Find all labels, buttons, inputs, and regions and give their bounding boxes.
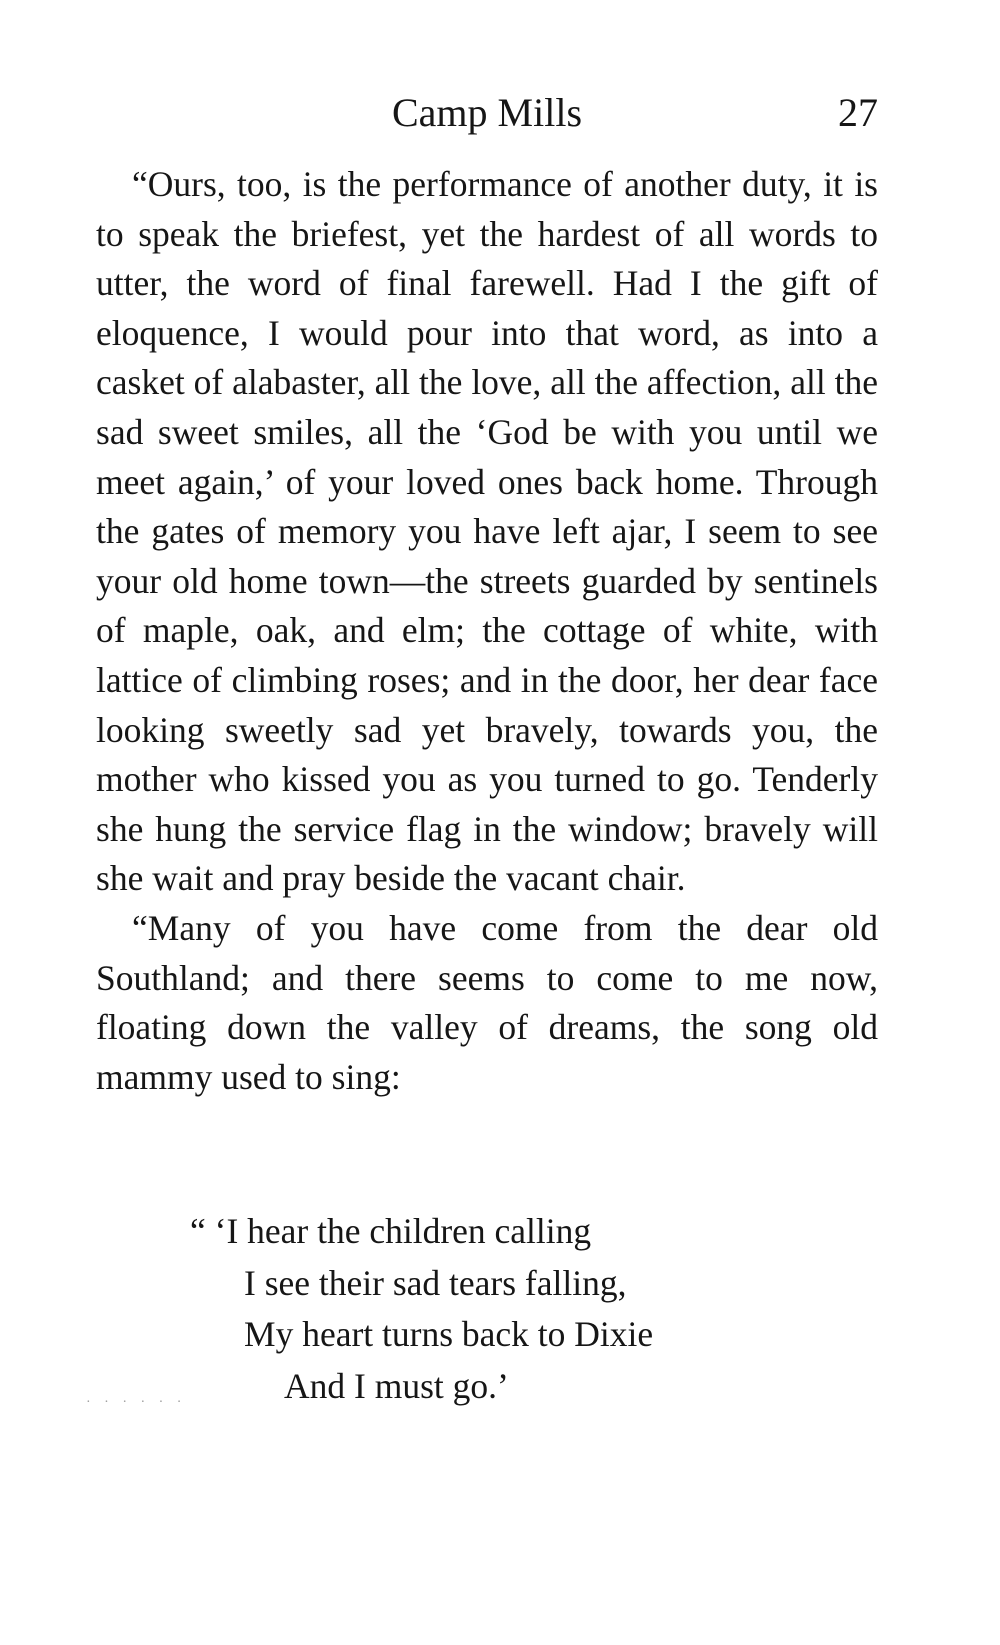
poem-line: And I must go.’ [284,1365,509,1406]
poem-line: “ ‘I hear the children calling [190,1211,592,1251]
paragraph-southland: “Many of you have come from the dear old Southland; and there seems to come to me now, floating down the valley of dreams, the song old mammy used to sing: [96,907,878,1097]
page-number: 27 [838,90,878,135]
print-specks: · · · · · · [86,1395,187,1410]
poem-line: My heart turns back to Dixie [244,1314,654,1354]
poem-stanza [190,1206,653,1412]
paragraph-farewell: “Ours, too, is the performance of another duty, it is to speak the briefest, yet the hardest of all words to utter, the word of final farewell. Had I the gift of eloquence, I would pour into that word, as into a casket of alabaster, all the love, all the affection, all the sad sweet smiles, all the ‘God be with you until we meet again,’ of your loved ones back home. Through the gates of memory you have left ajar, I seem to see your old home town—the streets guarded by sentinels of maple, oak, and elm; the cottage of white, with lattice of climbing roses; and in the door, her dear face looking sweetly sad yet bravely, towards you, the mother who kissed you as you turned to go. Tenderly she hung the service flag in the window; bravely will she wait and pray beside the vacant chair. [96,164,878,899]
poem-line: I see their sad tears falling, [244,1262,627,1303]
body-text [96,160,878,1102]
page-header [96,86,878,140]
running-title: Camp Mills [391,90,583,135]
